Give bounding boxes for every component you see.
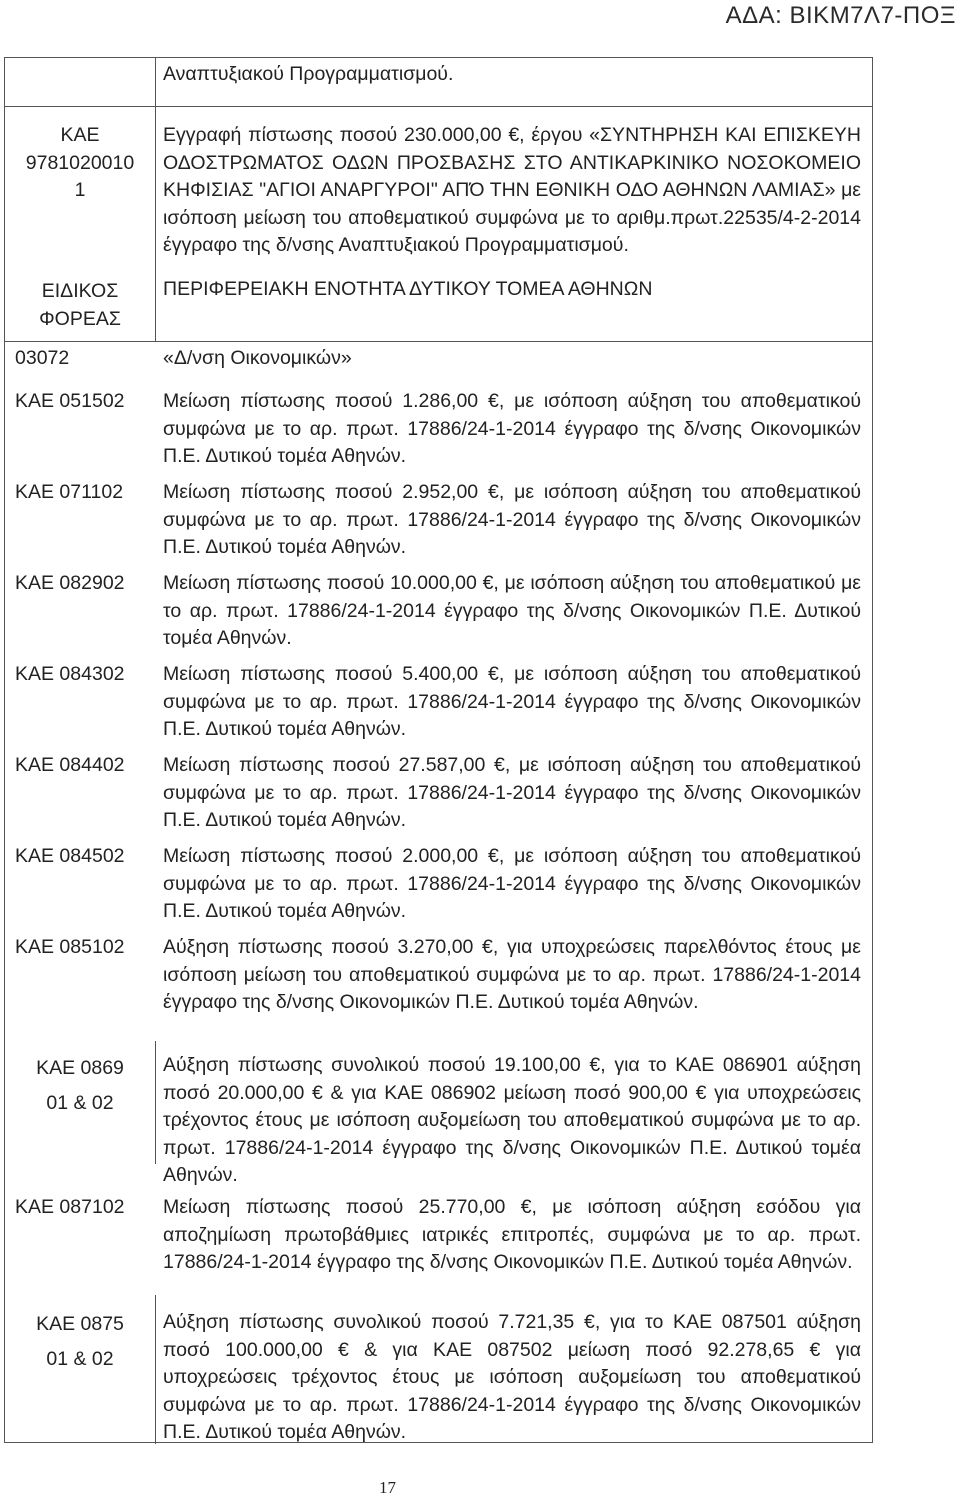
table-row-description: Μείωση πίστωσης ποσού 25.770,00 €, με ισόποση αύξηση εσόδου για αποζημίωση πρωτοβάθμιες ιατρικές επιτροπές, συμφώνα με το αρ. πρωτ. 17886/24-1-2014 έγγραφο της δ/νσης Οικονομικών Π.Ε. Δυτικού τομέα Αθηνών. bbox=[163, 1196, 861, 1273]
code-line: ΚΑΕ 0869 bbox=[36, 1057, 124, 1079]
row-divider bbox=[5, 106, 872, 107]
table-row-description: Εγγραφή πίστωσης ποσού 230.000,00 €, έργου «ΣΥΝΤΗΡΗΣΗ ΚΑΙ ΕΠΙΣΚΕΥΗ ΟΔΟΣΤΡΩΜΑΤΟΣ ΟΔΩΝ ΠΡΟΣΒΑΣΗΣ ΣΤΟ ΑΝΤΙΚΑΡΚΙΝΙΚΟ ΝΟΣΟΚΟΜΕΙΟ ΚΗΦΙΣΙΑΣ "ΑΓΙΟΙ ΑΝΑΡΓΥΡΟΙ" ΑΠΌ ΤΗΝ ΕΘΝΙΚΗ ΟΔΟ ΑΘΗΝΩΝ ΛΑΜΙΑΣ» με ισόποση μείωση του αποθεματικού συμφώνα με το αριθμ.πρωτ.22535/4-2-2014 έγγραφο της δ/νσης Αναπτυξιακού Προγραμματισμού. bbox=[163, 124, 861, 256]
table-row-code: ΚΑΕ 071102 bbox=[15, 481, 124, 503]
code-line: 01 & 02 bbox=[46, 1092, 114, 1114]
table-row-code bbox=[5, 278, 155, 333]
column-divider bbox=[155, 1295, 156, 1444]
table-row-description: Αύξηση πίστωσης ποσού 3.270,00 €, για υποχρεώσεις παρελθόντος έτους με ισόποση μείωση του αποθεματικού συμφώνα με το αρ. πρωτ. 17886/24-1-2014 έγγραφο της δ/νσης Οικονομικών Π.Ε. Δυτικού τομέα Αθηνών. bbox=[163, 936, 861, 1013]
table-row-description: «Δ/νση Οικονομικών» bbox=[163, 347, 352, 369]
table-row-description: Αύξηση πίστωσης συνολικού ποσού 7.721,35 €, για το ΚΑΕ 087501 αύξηση ποσό 100.000,00 € & για ΚΑΕ 087502 μείωση ποσό 92.278,65 € για υποχρεώσεις τρέχοντος έτους με ισόποση αυξομείωση του αποθεματικού συμφώνα με το αρ. πρωτ. 17886/24-1-2014 έγγραφο της δ/νσης Οικονομικών Π.Ε. Δυτικού τομέα Αθηνών. bbox=[163, 1311, 861, 1443]
table-row-code: ΚΑΕ 084302 bbox=[15, 663, 125, 685]
code-line: 1 bbox=[74, 179, 86, 201]
table-row-description: Αναπτυξιακού Προγραμματισμού. bbox=[163, 63, 454, 85]
code-line: ΕΙΔΙΚΟΣ bbox=[41, 280, 119, 302]
row-divider bbox=[5, 341, 872, 342]
code-line: ΚΑΕ bbox=[60, 124, 100, 146]
table-row-code: ΚΑΕ 084502 bbox=[15, 845, 125, 867]
table-row-code: ΚΑΕ 087102 bbox=[15, 1196, 125, 1218]
column-divider bbox=[155, 1041, 156, 1164]
table-row-description: Μείωση πίστωσης ποσού 2.952,00 €, με ισόποση αύξηση του αποθεματικού συμφώνα με το αρ. πρωτ. 17886/24-1-2014 έγγραφο της δ/νσης Οικονομικών Π.Ε. Δυτικού τομέα Αθηνών. bbox=[163, 481, 861, 558]
table-row-description: Μείωση πίστωσης ποσού 27.587,00 €, με ισόποση αύξηση του αποθεματικού συμφώνα με το αρ. πρωτ. 17886/24-1-2014 έγγραφο της δ/νσης Οικονομικών Π.Ε. Δυτικού τομέα Αθηνών. bbox=[163, 754, 861, 831]
table-row-code bbox=[5, 1051, 155, 1121]
table-row-code bbox=[5, 1307, 155, 1377]
page-number: 17 bbox=[379, 1478, 396, 1497]
table-row-description: Μείωση πίστωσης ποσού 5.400,00 €, με ισόποση αύξηση του αποθεματικού συμφώνα με το αρ. πρωτ. 17886/24-1-2014 έγγραφο της δ/νσης Οικονομικών Π.Ε. Δυτικού τομέα Αθηνών. bbox=[163, 663, 861, 740]
table-row-description: Μείωση πίστωσης ποσού 10.000,00 €, με ισόποση αύξηση του αποθεματικού με το αρ. πρωτ. 17886/24-1-2014 έγγραφο της δ/νσης Οικονομικών Π.Ε. Δυτικού τομέα Αθηνών. bbox=[163, 572, 861, 649]
code-line: 9781020010 bbox=[25, 151, 135, 174]
table-row-code: ΚΑΕ 085102 bbox=[15, 936, 125, 958]
code-line: ΚΑΕ 0875 bbox=[36, 1313, 124, 1335]
table-row-code: ΚΑΕ 084402 bbox=[15, 754, 125, 776]
table-row-code: ΚΑΕ 051502 bbox=[15, 390, 125, 412]
table-row-description: Αύξηση πίστωσης συνολικού ποσού 19.100,00 €, για το ΚΑΕ 086901 αύξηση ποσό 20.000,00 € & για ΚΑΕ 086902 μείωση ποσό 900,00 € για υποχρεώσεις τρέχοντος έτους με ισόποση αυξομείωση του αποθεματικού συμφώνα με το αρ. πρωτ. 17886/24-1-2014 έγγραφο της δ/νσης Οικονομικών Π.Ε. Δυτικού τομέα Αθηνών. bbox=[163, 1054, 861, 1186]
table-row-code: 03072 bbox=[15, 347, 70, 369]
budget-table bbox=[4, 57, 873, 1443]
code-line: 01 & 02 bbox=[46, 1348, 114, 1370]
table-row-code: ΚΑΕ 082902 bbox=[15, 572, 125, 594]
table-row-description: Μείωση πίστωσης ποσού 1.286,00 €, με ισόποση αύξηση του αποθεματικού συμφώνα με το αρ. πρωτ. 17886/24-1-2014 έγγραφο της δ/νσης Οικονομικών Π.Ε. Δυτικού τομέα Αθηνών. bbox=[163, 390, 861, 467]
table-row-description: Μείωση πίστωσης ποσού 2.000,00 €, με ισόποση αύξηση του αποθεματικού συμφώνα με το αρ. πρωτ. 17886/24-1-2014 έγγραφο της δ/νσης Οικονομικών Π.Ε. Δυτικού τομέα Αθηνών. bbox=[163, 845, 861, 922]
table-row-code bbox=[5, 122, 155, 205]
column-divider bbox=[155, 58, 156, 341]
ada-code: ΑΔΑ: ΒΙΚΜ7Λ7-ΠΟΞ bbox=[725, 2, 956, 29]
code-line: ΦΟΡΕΑΣ bbox=[39, 307, 121, 330]
table-row-description: ΠΕΡΙΦΕΡΕΙΑΚΗ ΕΝΟΤΗΤΑ ΔΥΤΙΚΟΥ ΤΟΜΕΑ ΑΘΗΝΩΝ bbox=[163, 278, 653, 300]
